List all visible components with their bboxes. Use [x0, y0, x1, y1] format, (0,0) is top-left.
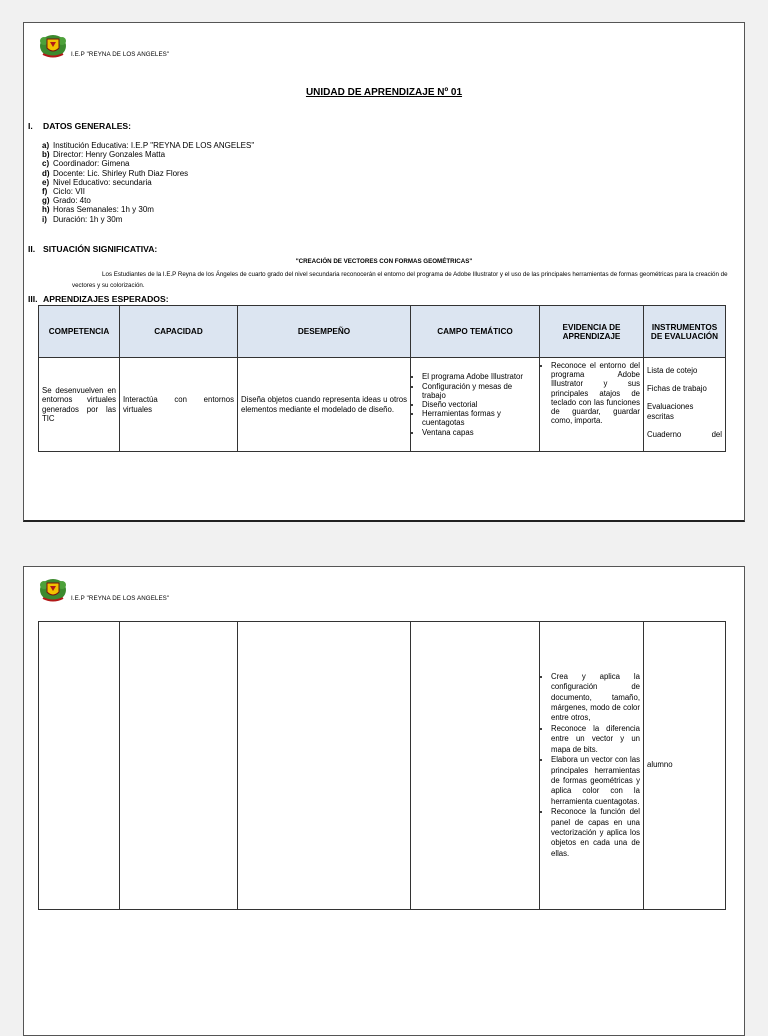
unit-title: UNIDAD DE APRENDIZAJE Nº 01	[305, 87, 463, 98]
list-item: • Ventana capas	[422, 428, 536, 437]
aprendizajes-table	[38, 305, 726, 452]
list-item: d) Docente: Lic. Shirley Ruth Diaz Flores	[42, 168, 189, 178]
school-name: I.E.P "REYNA DE LOS ANGELES"	[71, 51, 170, 58]
cell-competencia: Se desenvuelven en entornos virtuales generados por las TIC	[39, 358, 120, 452]
list-item: • Diseño vectorial	[422, 400, 536, 409]
list-item: • Reconoce el entorno del programa Adobe Illustrator y sus principales atajos de teclado con las funciones de guardar, guardar como, importa.	[551, 361, 640, 425]
list-item: i) Duración: 1h y 30m	[42, 214, 123, 224]
list-item: Evaluaciones escritas	[647, 402, 694, 421]
list-item: • Crea y aplica la configuración de documento, tamaño, márgenes, modo de color entre otros,	[551, 672, 640, 724]
cell-desempeno	[238, 622, 411, 910]
list-item: c) Coordinador: Gimena	[42, 159, 130, 169]
header-instrumentos: INSTRUMENTOS DE EVALUACIÓN	[644, 306, 726, 358]
list-item: • Elabora un vector con las principales herramientas de formas geométricas y aplica color con la herramienta cuentagotas.	[551, 755, 640, 807]
cell-capacidad	[120, 622, 238, 910]
situacion-text: Los Estudiantes de la I.E.P Reyna de los Ángeles de cuarto grado del nivel secundaria reconocerán el entorno del programa de Adobe Illustrator y el uso de las principales herramientas de formas geométricas para la creación de vectores y su colorización.	[72, 271, 728, 289]
page-header	[38, 577, 169, 603]
cell-evidencia	[540, 358, 644, 452]
header-evidencia: EVIDENCIA DE APRENDIZAJE	[540, 306, 644, 358]
list-item: b) Director: Henry Gonzales Matta	[42, 150, 166, 160]
section-aprendizajes: III. APRENDIZAJES ESPERADOS:	[28, 294, 169, 304]
list-item: Fichas de trabajo	[647, 384, 707, 394]
school-crest-icon	[38, 577, 68, 603]
table-row	[39, 358, 726, 452]
list-item: • Reconoce la función del panel de capas en una vectorización y aplica los objetos en cada una de ellas.	[551, 807, 640, 859]
cell-instrumentos	[644, 358, 726, 452]
document-page-1	[23, 22, 745, 522]
cell-desempeno: Diseña objetos cuando representa ideas u otros elementos mediante el modelado de diseño.	[238, 358, 411, 452]
cell-competencia	[39, 622, 120, 910]
section-datos-generales: I. DATOS GENERALES:	[28, 121, 132, 131]
school-name: I.E.P "REYNA DE LOS ANGELES"	[71, 595, 170, 602]
section-situacion: II. SITUACIÓN SIGNIFICATIVA:	[28, 244, 158, 254]
header-capacidad: CAPACIDAD	[120, 306, 238, 358]
document-page-2	[23, 566, 745, 1036]
situacion-title: "CREACIÓN DE VECTORES CON FORMAS GEOMÉTRICAS"	[295, 258, 473, 265]
list-item: Cuaderno del	[647, 429, 722, 439]
list-item: f) Ciclo: VII	[42, 187, 86, 197]
list-item: g) Grado: 4to	[42, 196, 91, 206]
cell-capacidad: Interactúa con entornos virtuales	[120, 358, 238, 452]
table-header-row	[39, 306, 726, 358]
header-campo-tematico: CAMPO TEMÁTICO	[411, 306, 540, 358]
list-item: • Herramientas formas y cuentagotas	[422, 409, 536, 427]
cell-instrumentos: alumno	[644, 622, 726, 910]
cell-evidencia	[540, 622, 644, 910]
list-item: • Reconoce la diferencia entre un vector y un mapa de bits.	[551, 724, 640, 755]
cell-campo-tematico	[411, 358, 540, 452]
table-row	[39, 622, 726, 910]
header-competencia: COMPETENCIA	[39, 306, 120, 358]
list-item: • Configuración y mesas de trabajo	[422, 382, 536, 400]
cell-campo-tematico	[411, 622, 540, 910]
header-desempeno: DESEMPEÑO	[238, 306, 411, 358]
datos-generales-list	[42, 141, 254, 224]
list-item: • El programa Adobe Illustrator	[422, 372, 536, 381]
list-item: Lista de cotejo	[647, 366, 698, 375]
aprendizajes-table-continued	[38, 621, 726, 910]
school-crest-icon	[38, 33, 68, 59]
page-header	[38, 33, 169, 59]
list-item: h) Horas Semanales: 1h y 30m	[42, 205, 154, 215]
list-item: e) Nivel Educativo: secundaria	[42, 177, 152, 187]
list-item: a) Institución Educativa: I.E.P "REYNA DE LOS ANGELES"	[42, 141, 255, 150]
